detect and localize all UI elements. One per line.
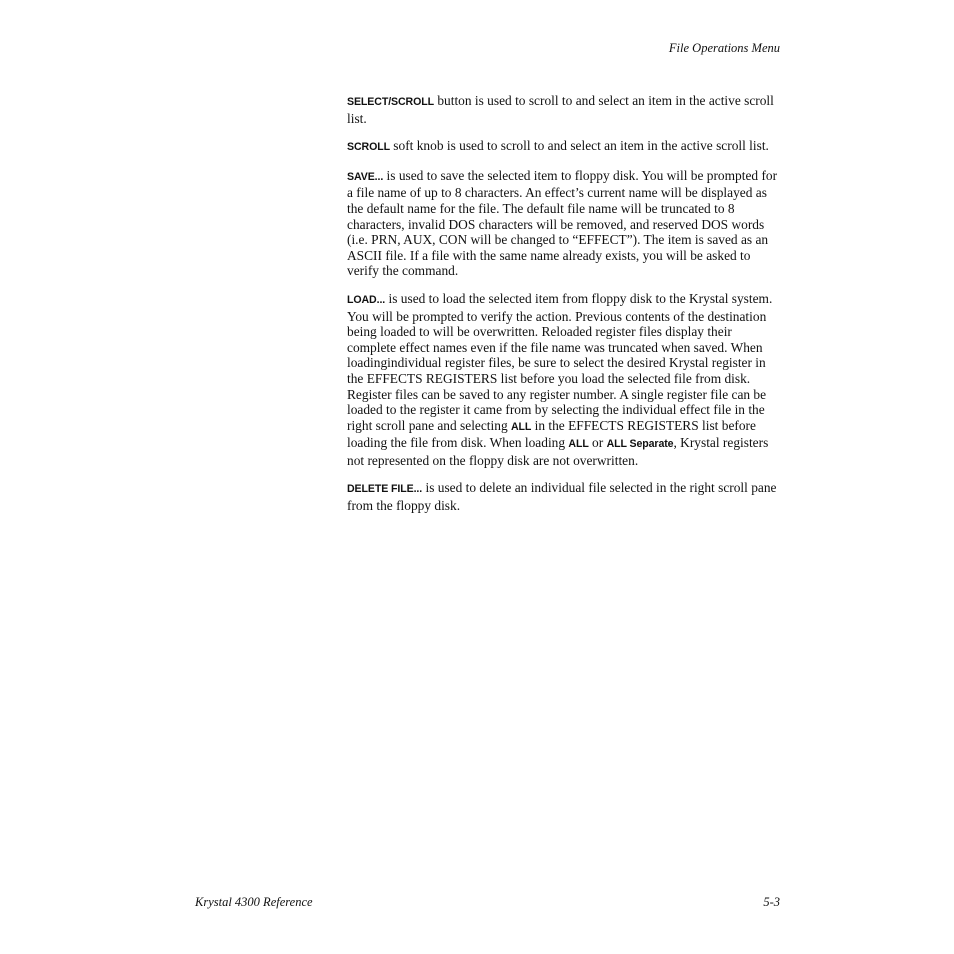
term-delete-file: DELETE FILE... — [347, 483, 423, 496]
running-header: File Operations Menu — [668, 41, 780, 55]
desc-load-part-2: in the EFFECTS REGISTERS list before loading the file from disk. When loading — [347, 417, 756, 451]
paragraph-delete-file — [347, 480, 781, 513]
desc-select-scroll: button is used to scroll to and select an item in the active scroll list. — [347, 93, 774, 126]
body-content — [347, 93, 781, 526]
term-save: SAVE... — [347, 170, 384, 183]
footer-page-number: 5-3 — [763, 895, 780, 909]
paragraph-load — [347, 291, 781, 469]
term-all-separate: ALL Separate — [606, 438, 674, 451]
term-select-scroll: SELECT/SCROLL — [347, 96, 434, 108]
term-scroll: SCROLL — [347, 141, 390, 154]
paragraph-save — [347, 168, 781, 279]
footer-document-title: Krystal 4300 Reference — [195, 895, 313, 909]
desc-load-part-1: is used to load the selected item from floppy disk to the Krystal system. You will be prompted to verify the action. Previous contents of the destination being loaded to will be overwritten. Reloaded register files display their complete effect names even if the file name was truncated when saved. When loadingindividual register files, be sure to select the desired Krystal register in the EFFECTS REGISTERS list before you load the selected file from disk. Register files can be saved to any register number. A single register file can be loaded to the register it came from by selecting the individual effect file in the right scroll pane and selecting — [347, 290, 773, 433]
desc-save: is used to save the selected item to floppy disk. You will be prompted for a file name of up to 8 characters. An effect’s current name will be displayed as the default name for the file. The default file name will be truncated to 8 characters, invalid DOS characters will be removed, and reserved DOS words (i.e. PRN, AUX, CON will be changed to “EFFECT”). The item is saved as an ASCII file. If a file with the same name already exists, you will be asked to verify the command. — [347, 167, 778, 279]
paragraph-select-scroll — [347, 93, 781, 126]
term-all-2: ALL — [568, 438, 589, 451]
term-all-1: ALL — [510, 420, 532, 433]
desc-scroll: soft knob is used to scroll to and select an item in the active scroll list. — [389, 138, 769, 154]
term-load: LOAD... — [347, 293, 386, 306]
paragraph-scroll — [347, 138, 781, 156]
desc-load-part-3: or — [588, 435, 607, 451]
desc-load-part-4: , Krystal registers not represented on the floppy disk are not overwritten. — [347, 435, 769, 468]
desc-delete-file: is used to delete an individual file selected in the right scroll pane from the floppy disk. — [347, 480, 777, 514]
